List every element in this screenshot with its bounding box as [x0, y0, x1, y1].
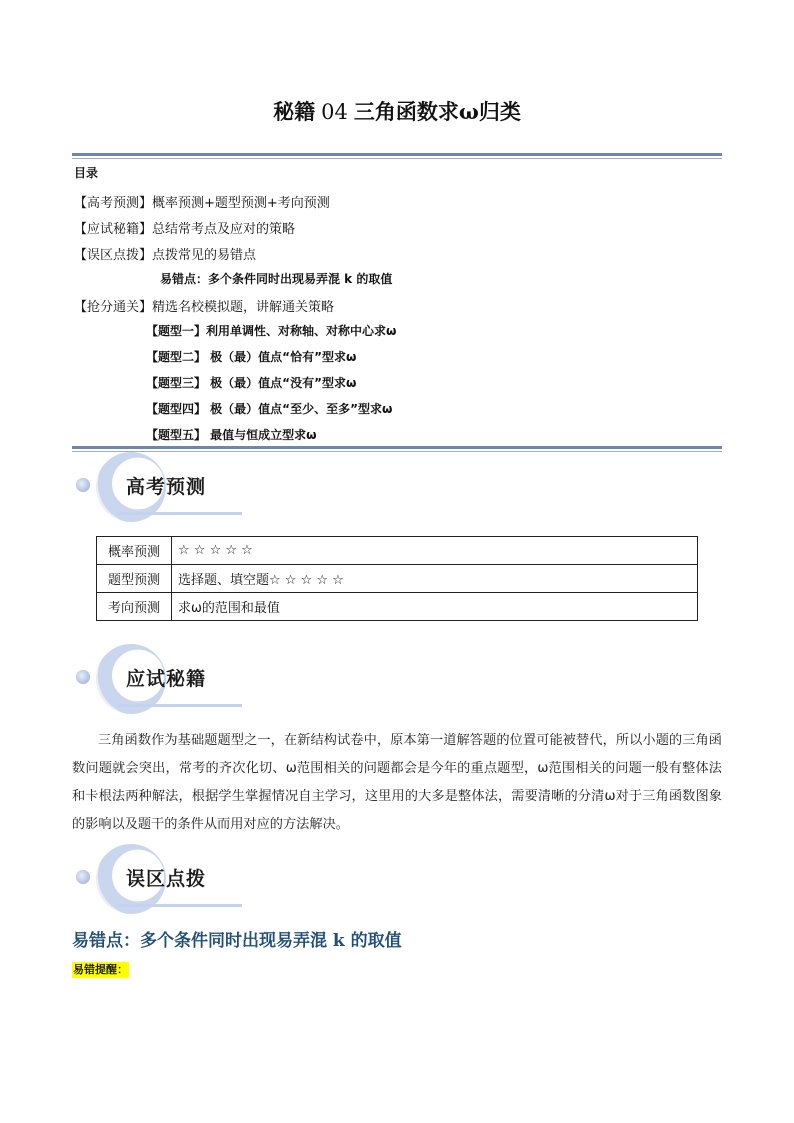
strategy-paragraph: 三角函数作为基础题题型之一，在新结构试卷中，原本第一道解答题的位置可能被替代，所以小题的三角函数问题就会突出，常考的齐次化切、ω范围相关的问题都会是今年的重点题型，ω范围相关的问题一般有整体法和卡根法两种解法，根据学生掌握情况自主学习，这里用的大多是整体法，需要清晰的分清ω对于三角函数图象的影响以及题干的条件从而用对应的方法解决。: [72, 733, 722, 832]
table-row: [97, 537, 698, 565]
header-divider: [72, 153, 722, 159]
toc-item: 易错点：多个条件同时出现易弄混 k 的取值: [160, 272, 393, 286]
toc-heading: 目录: [74, 166, 99, 180]
section-banner-yingshi: [76, 644, 246, 722]
page-title: [0, 96, 794, 126]
table-value: 选择题、填空题☆ ☆ ☆ ☆ ☆: [172, 565, 698, 593]
table-value: 求ω的范围和最值: [172, 593, 698, 621]
error-point-title: 易错点：多个条件同时出现易弄混 k 的取值: [72, 931, 402, 951]
table-key: 题型预测: [97, 565, 172, 593]
banner-dot-icon: [76, 670, 90, 684]
error-hint-label: 易错提醒：: [73, 963, 128, 976]
toc-type-item: 【题型五】 最值与恒成立型求ω: [146, 428, 317, 442]
banner-dot-icon: [76, 870, 90, 884]
banner-dot-icon: [76, 478, 90, 492]
toc-item: 【高考预测】概率预测+题型预测+考向预测: [74, 196, 330, 211]
title-main: 三角函数求ω归类: [353, 99, 521, 124]
table-key: 概率预测: [97, 537, 172, 565]
table-row: [97, 593, 698, 621]
toc-type-item: 【题型三】 极（最）值点“没有”型求ω: [146, 376, 357, 390]
section-banner-wuqu: [76, 844, 246, 922]
section-title: 高考预测: [126, 476, 207, 498]
toc-type-item: 【题型一】利用单调性、对称轴、对称中心求ω: [146, 324, 397, 338]
toc-item: 【应试秘籍】总结常考点及应对的策略: [74, 222, 296, 237]
toc-type-item: 【题型二】 极（最）值点“恰有”型求ω: [146, 350, 357, 364]
table-key: 考向预测: [97, 593, 172, 621]
title-number: 04: [321, 100, 348, 124]
section-banner-gaokao: [76, 452, 246, 530]
section-title: 应试秘籍: [126, 668, 207, 690]
toc-type-item: 【题型四】 极（最）值点“至少、至多”型求ω: [146, 402, 393, 416]
title-prefix: 秘籍: [273, 99, 316, 124]
toc-item: 【误区点拨】点拨常见的易错点: [74, 248, 257, 263]
table-value: ☆ ☆ ☆ ☆ ☆: [172, 537, 698, 565]
table-row: [97, 565, 698, 593]
section-title: 误区点拨: [126, 868, 207, 890]
toc-item: 【抢分通关】精选名校模拟题，讲解通关策略: [74, 300, 335, 315]
prediction-table: [96, 536, 698, 621]
